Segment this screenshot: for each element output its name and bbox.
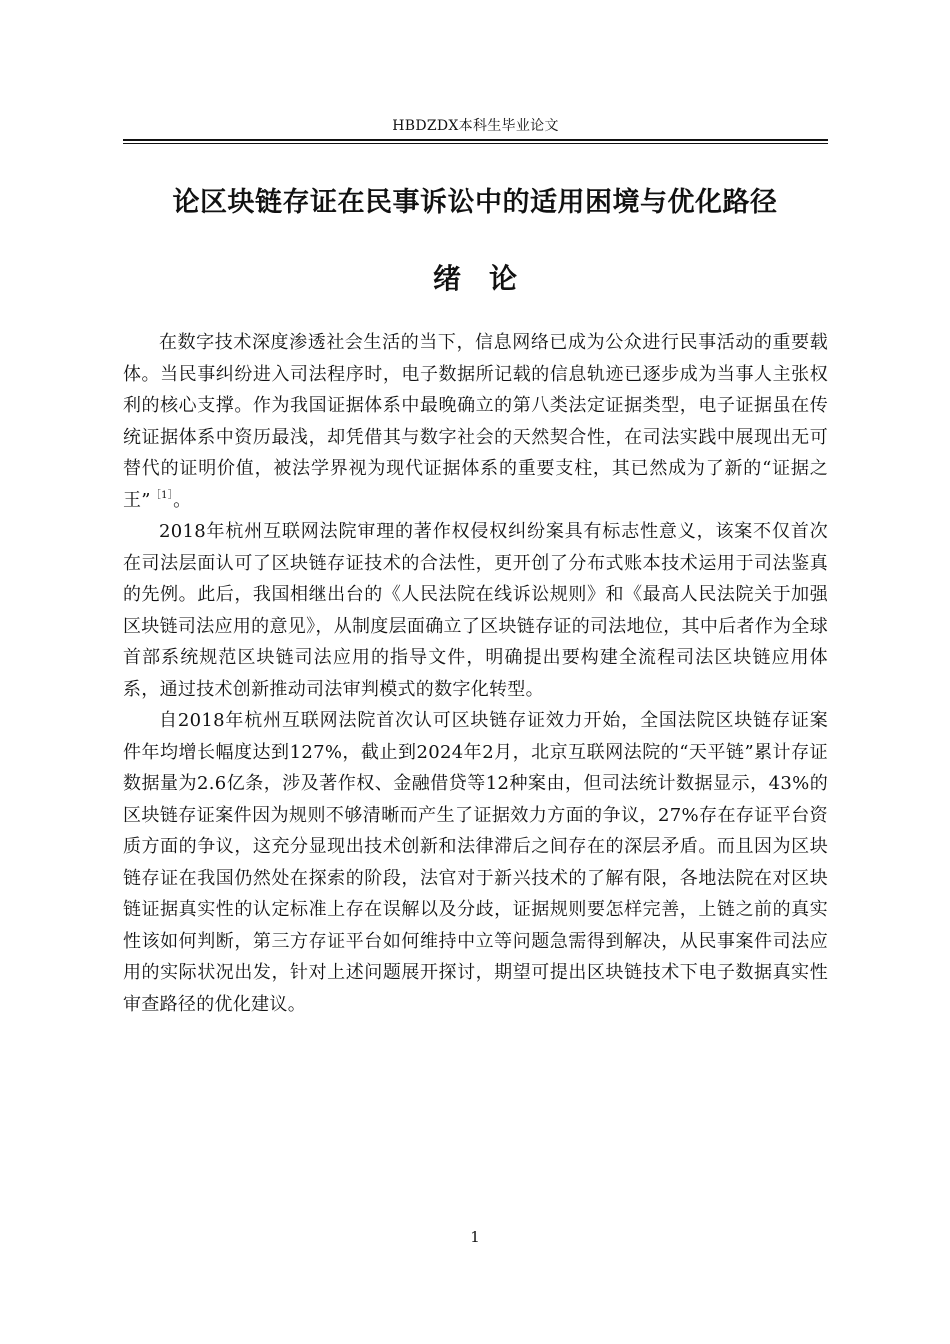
- citation-marker: ［1］: [150, 489, 174, 501]
- paragraph-1: [123, 327, 828, 516]
- thesis-title: 论区块链存证在民事诉讼中的适用困境与优化路径: [172, 187, 778, 218]
- header-rule: [123, 139, 828, 141]
- paragraph-2: 2018年杭州互联网法院审理的著作权侵权纠纷案具有标志性意义，该案不仅首次在司法层面认可了区块链存证技术的合法性，更开创了分布式账本技术运用于司法鉴真的先例。此后，我国相继出台的《人民法院在线诉讼规则》和《最高人民法院关于加强区块链司法应用的意见》，从制度层面确立了区块链存证的司法地位，其中后者作为全球首部系统规范区块链司法应用的指导文件，明确提出要构建全流程司法区块链应用体系，通过技术创新推动司法审判模式的数字化转型。: [123, 521, 828, 700]
- running-header: HBDZDX本科生毕业论文: [392, 118, 559, 134]
- paragraph-3: 自2018年杭州互联网法院首次认可区块链存证效力开始，全国法院区块链存证案件年均增长幅度达到127%，截止到2024年2月，北京互联网法院的“天平链”累计存证数据量为2.6亿条，涉及著作权、金融借贷等12种案由，但司法统计数据显示，43%的区块链存证案件因为规则不够清晰而产生了证据效力方面的争议，27%存在存证平台资质方面的争议，这充分显现出技术创新和法律滞后之间存在的深层矛盾。而且因为区块链存证在我国仍然处在探索的阶段，法官对于新兴技术的了解有限，各地法院在对区块链证据真实性的认定标准上存在误解以及分歧，证据规则要怎样完善，上链之前的真实性该如何判断，第三方存证平台如何维持中立等问题急需得到解决，从民事案件司法应用的实际状况出发，针对上述问题展开探讨，期望可提出区块链技术下电子数据真实性审查路径的优化建议。: [123, 710, 828, 1015]
- paragraph-1-text: 在数字技术深度渗透社会生活的当下，信息网络已成为公众进行民事活动的重要载体。当民事纠纷进入司法程序时，电子数据所记载的信息轨迹已逐步成为当事人主张权利的核心支撑。作为我国证据体系中最晚确立的第八类法定证据类型，电子证据虽在传统证据体系中资历最浅，却凭借其与数字社会的天然契合性，在司法实践中展现出无可替代的证明价值，被法学界视为现代证据体系的重要支柱，其已然成为了新的“证据之王”: [123, 332, 828, 511]
- paragraph-1-tail: 。: [173, 489, 192, 511]
- header-rule-thin: [123, 143, 828, 144]
- page-number: 1: [470, 1228, 480, 1246]
- body-text: [123, 327, 828, 1020]
- section-heading: 绪 论: [432, 262, 517, 295]
